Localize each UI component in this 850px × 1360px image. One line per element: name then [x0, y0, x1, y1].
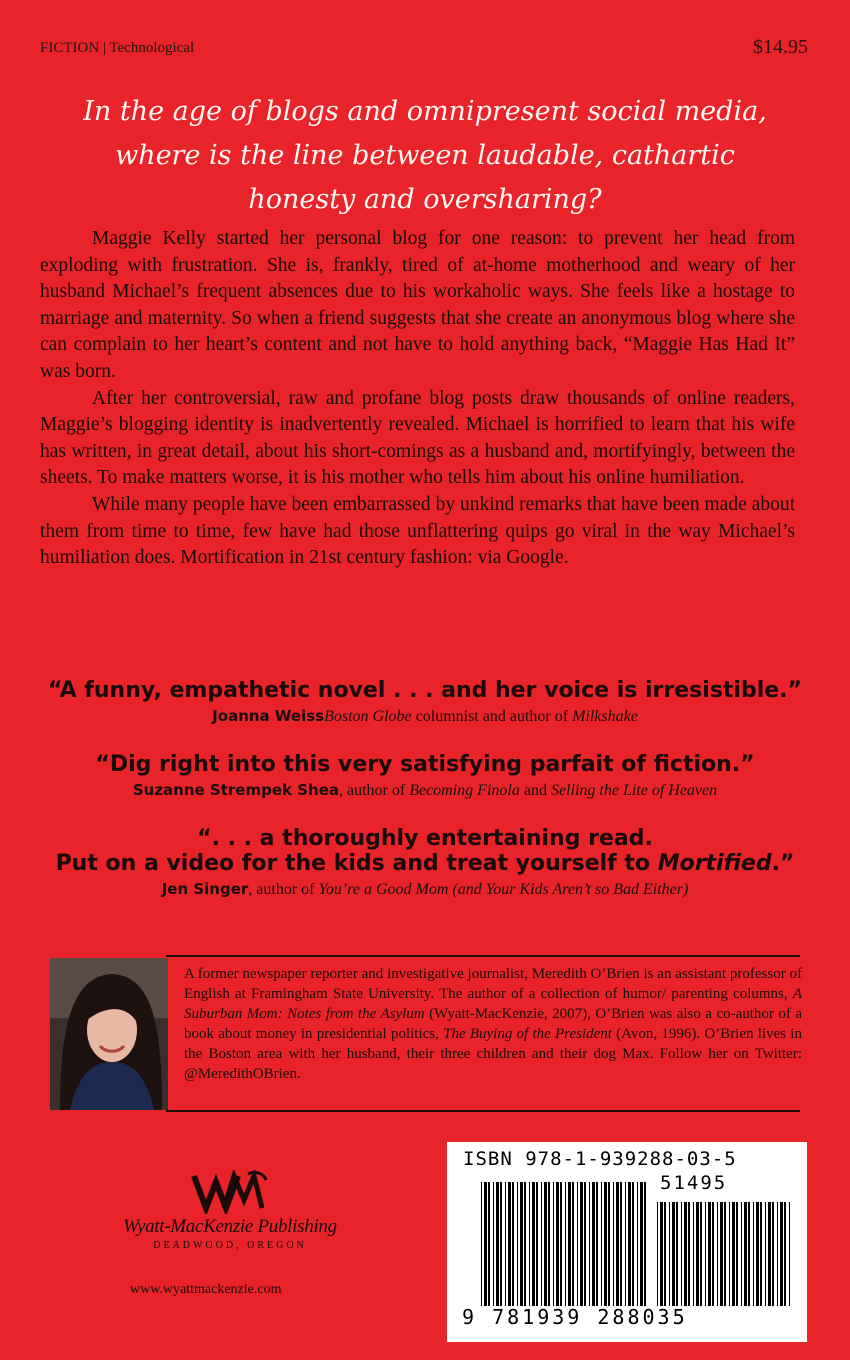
barcode-bar [637, 1182, 638, 1306]
barcode-bar [717, 1202, 718, 1306]
barcode-bar [601, 1182, 602, 1306]
publisher-name: Wyatt-MacKenzie Publishing [123, 1216, 337, 1237]
reviewer-role: , author of [339, 782, 410, 799]
barcode-bar [484, 1182, 487, 1306]
reviewer-name: Suzanne Strempek Shea [132, 781, 339, 799]
barcode-bar [724, 1202, 726, 1306]
barcode-bar [784, 1202, 786, 1306]
barcode-bar [760, 1202, 762, 1306]
author-photo [50, 958, 168, 1110]
divider [166, 1110, 800, 1112]
barcode-bar [580, 1182, 583, 1306]
barcode-bar [524, 1182, 526, 1306]
price-label: $14.95 [753, 36, 808, 58]
barcode-bar [748, 1202, 750, 1306]
category-label: FICTION | Technological [40, 40, 195, 56]
publisher-logo-icon [190, 1170, 270, 1219]
barcode-bar [493, 1182, 494, 1306]
quote-text-part: Put on a video for the kids and treat yourself to [55, 851, 658, 876]
divider [166, 955, 800, 957]
book-title: A Suburban Mom: Notes from the Asylum [184, 986, 802, 1022]
quote-attribution [40, 707, 810, 726]
quote-text: “A funny, empathetic novel . . . and her voice is irresistible.” [48, 678, 802, 703]
barcode-bar [672, 1202, 675, 1306]
barcode-bar [744, 1202, 747, 1306]
barcode-bar [565, 1182, 566, 1306]
barcode-bar [756, 1202, 759, 1306]
barcode-bar [765, 1202, 766, 1306]
barcode-bar [589, 1182, 590, 1306]
barcode-number: 9 781939 288035 [462, 1305, 688, 1329]
barcode-bar [772, 1202, 774, 1306]
tagline [40, 90, 810, 222]
reviewer-name: Jen Singer [161, 880, 249, 898]
barcode-bar [512, 1182, 514, 1306]
quote-text: “Dig right into this very satisfying parfait of fiction.” [95, 752, 755, 777]
author-bio-text: A former newspaper reporter and investigative journalist, Meredith O’Brien is an assistant professor of English at Framingham State University. The author of a collection of humor/ parenting columns, [184, 966, 802, 1002]
reviewer-name: Joanna Weiss [212, 707, 325, 725]
barcode-bar [568, 1182, 571, 1306]
barcode-bar [708, 1202, 711, 1306]
barcode-bar [753, 1202, 754, 1306]
publisher-website: www.wyattmackenzie.com [130, 1282, 282, 1297]
book-title: The Buying of the President [443, 1026, 612, 1042]
barcode-bar [780, 1202, 783, 1306]
book-title: Selling the Lite of Heaven [550, 782, 718, 799]
barcode-bar [592, 1182, 595, 1306]
barcode-bar [684, 1202, 687, 1306]
barcode-bar [676, 1202, 678, 1306]
book-title: Becoming Finola [409, 782, 520, 799]
conjunction: and [519, 782, 551, 799]
review-quote [40, 678, 810, 726]
isbn-number: ISBN 978-1-939288-03-5 [463, 1148, 737, 1170]
barcode-bar [517, 1182, 518, 1306]
barcode-bar [664, 1202, 666, 1306]
barcode-bar [768, 1202, 771, 1306]
barcode-bar [696, 1202, 699, 1306]
author-bio [184, 964, 802, 1084]
barcode-bar [741, 1202, 742, 1306]
barcode-bar [577, 1182, 578, 1306]
barcode-bar [688, 1202, 690, 1306]
book-description [40, 226, 795, 572]
barcode-bar [669, 1202, 670, 1306]
barcode-bar [496, 1182, 499, 1306]
tagline-line: honesty and oversharing? [248, 184, 602, 215]
price-code: 51495 [660, 1172, 728, 1194]
barcode-bar [596, 1182, 598, 1306]
tagline-line: In the age of blogs and omnipresent social media, [83, 96, 767, 127]
barcode-bar [500, 1182, 502, 1306]
description-paragraph: Maggie Kelly started her personal blog for one reason: to prevent her head from exploding with frustration. She is, frankly, tired of at-home motherhood and weary of her husband Michael’s frequent absences due to his workaholic ways. She feels like a hostage to marriage and maternity. So when a friend suggests that she create an anonymous blog where she can complain to her heart’s content and not have to hold anything back, “Maggie Has Had It” was born. [40, 228, 795, 382]
review-quote [40, 826, 810, 899]
barcode-bar [488, 1182, 490, 1306]
barcode-bar [693, 1202, 694, 1306]
review-quote [40, 752, 810, 800]
barcode-bar [613, 1182, 614, 1306]
reviewer-role: , author of [248, 881, 319, 898]
description-paragraph: While many people have been embarrassed by unkind remarks that have been made about them from time to time, few have had those unflattering quips go viral in the way Michael’s humiliation does. Mortification in 21st century fashion: via Google. [40, 493, 795, 569]
barcode-bar [712, 1202, 714, 1306]
barcode-bar [584, 1182, 586, 1306]
barcode-bar [620, 1182, 622, 1306]
barcode-bar [608, 1182, 610, 1306]
quote-text-part: .” [771, 851, 795, 876]
barcode-bar [544, 1182, 547, 1306]
barcode-bar [625, 1182, 626, 1306]
author-bio-text: (Avon, 1996). O’Brien lives in the Boston area with her husband, their three children and their dog Max. Follow her on Twitter: @MeredithOBrien. [184, 1026, 802, 1082]
barcode-bar [732, 1202, 735, 1306]
barcode-bar [632, 1182, 634, 1306]
publisher-location: DEADWOOD, OREGON [153, 1240, 307, 1251]
reviewer-role: columnist and author of [411, 708, 573, 725]
barcode-bar [628, 1182, 631, 1306]
barcode-bar [556, 1182, 559, 1306]
barcode-bar [520, 1182, 523, 1306]
quote-attribution [40, 880, 810, 899]
barcode-bar [789, 1202, 790, 1306]
barcode-bar [604, 1182, 607, 1306]
barcode-bar [705, 1202, 706, 1306]
barcode-bar [529, 1182, 530, 1306]
barcode-bar [657, 1202, 658, 1306]
barcode-bar [548, 1182, 550, 1306]
book-title: You’re a Good Mom (and Your Kids Aren’t so Bad Either) [318, 881, 689, 898]
barcode-bar [481, 1182, 482, 1306]
quote-attribution [40, 781, 810, 800]
barcode-bar [532, 1182, 535, 1306]
barcode-bar [560, 1182, 562, 1306]
publication-name: Boston Globe [324, 708, 412, 725]
barcode-bar [505, 1182, 506, 1306]
barcode-bar [541, 1182, 542, 1306]
barcode-bar [729, 1202, 730, 1306]
barcode-bar [640, 1182, 643, 1306]
barcode-bar [572, 1182, 574, 1306]
barcode-bar [553, 1182, 554, 1306]
description-paragraph: After her controversial, raw and profane blog posts draw thousands of online readers, Maggie’s blogging identity is inadvertently revealed. Michael is horrified to learn that his wife has written, in great detail, about his short-comings as a husband and, mortifyingly, between the sheets. To make matters worse, it is his mother who tells him about his online humiliation. [40, 387, 795, 489]
barcode-bar [681, 1202, 682, 1306]
barcode-bar [616, 1182, 619, 1306]
barcode-bar [700, 1202, 702, 1306]
barcode-bar [720, 1202, 723, 1306]
author-bio-text: (Wyatt-MacKenzie, 2007), O’Brien was also a co-author of a book about money in presidential politics, [184, 1006, 802, 1042]
book-title: Milkshake [572, 708, 638, 725]
quote-text: “. . . a thoroughly entertaining read. [197, 826, 653, 851]
barcode-bar [644, 1182, 646, 1306]
barcode-bar [777, 1202, 778, 1306]
barcode-bar [736, 1202, 738, 1306]
barcode-bar [660, 1202, 663, 1306]
tagline-line: where is the line between laudable, cathartic [115, 140, 735, 171]
barcode-bar [536, 1182, 538, 1306]
barcode-bar [508, 1182, 511, 1306]
book-title: Mortified [657, 851, 772, 876]
quote-text [40, 851, 810, 876]
